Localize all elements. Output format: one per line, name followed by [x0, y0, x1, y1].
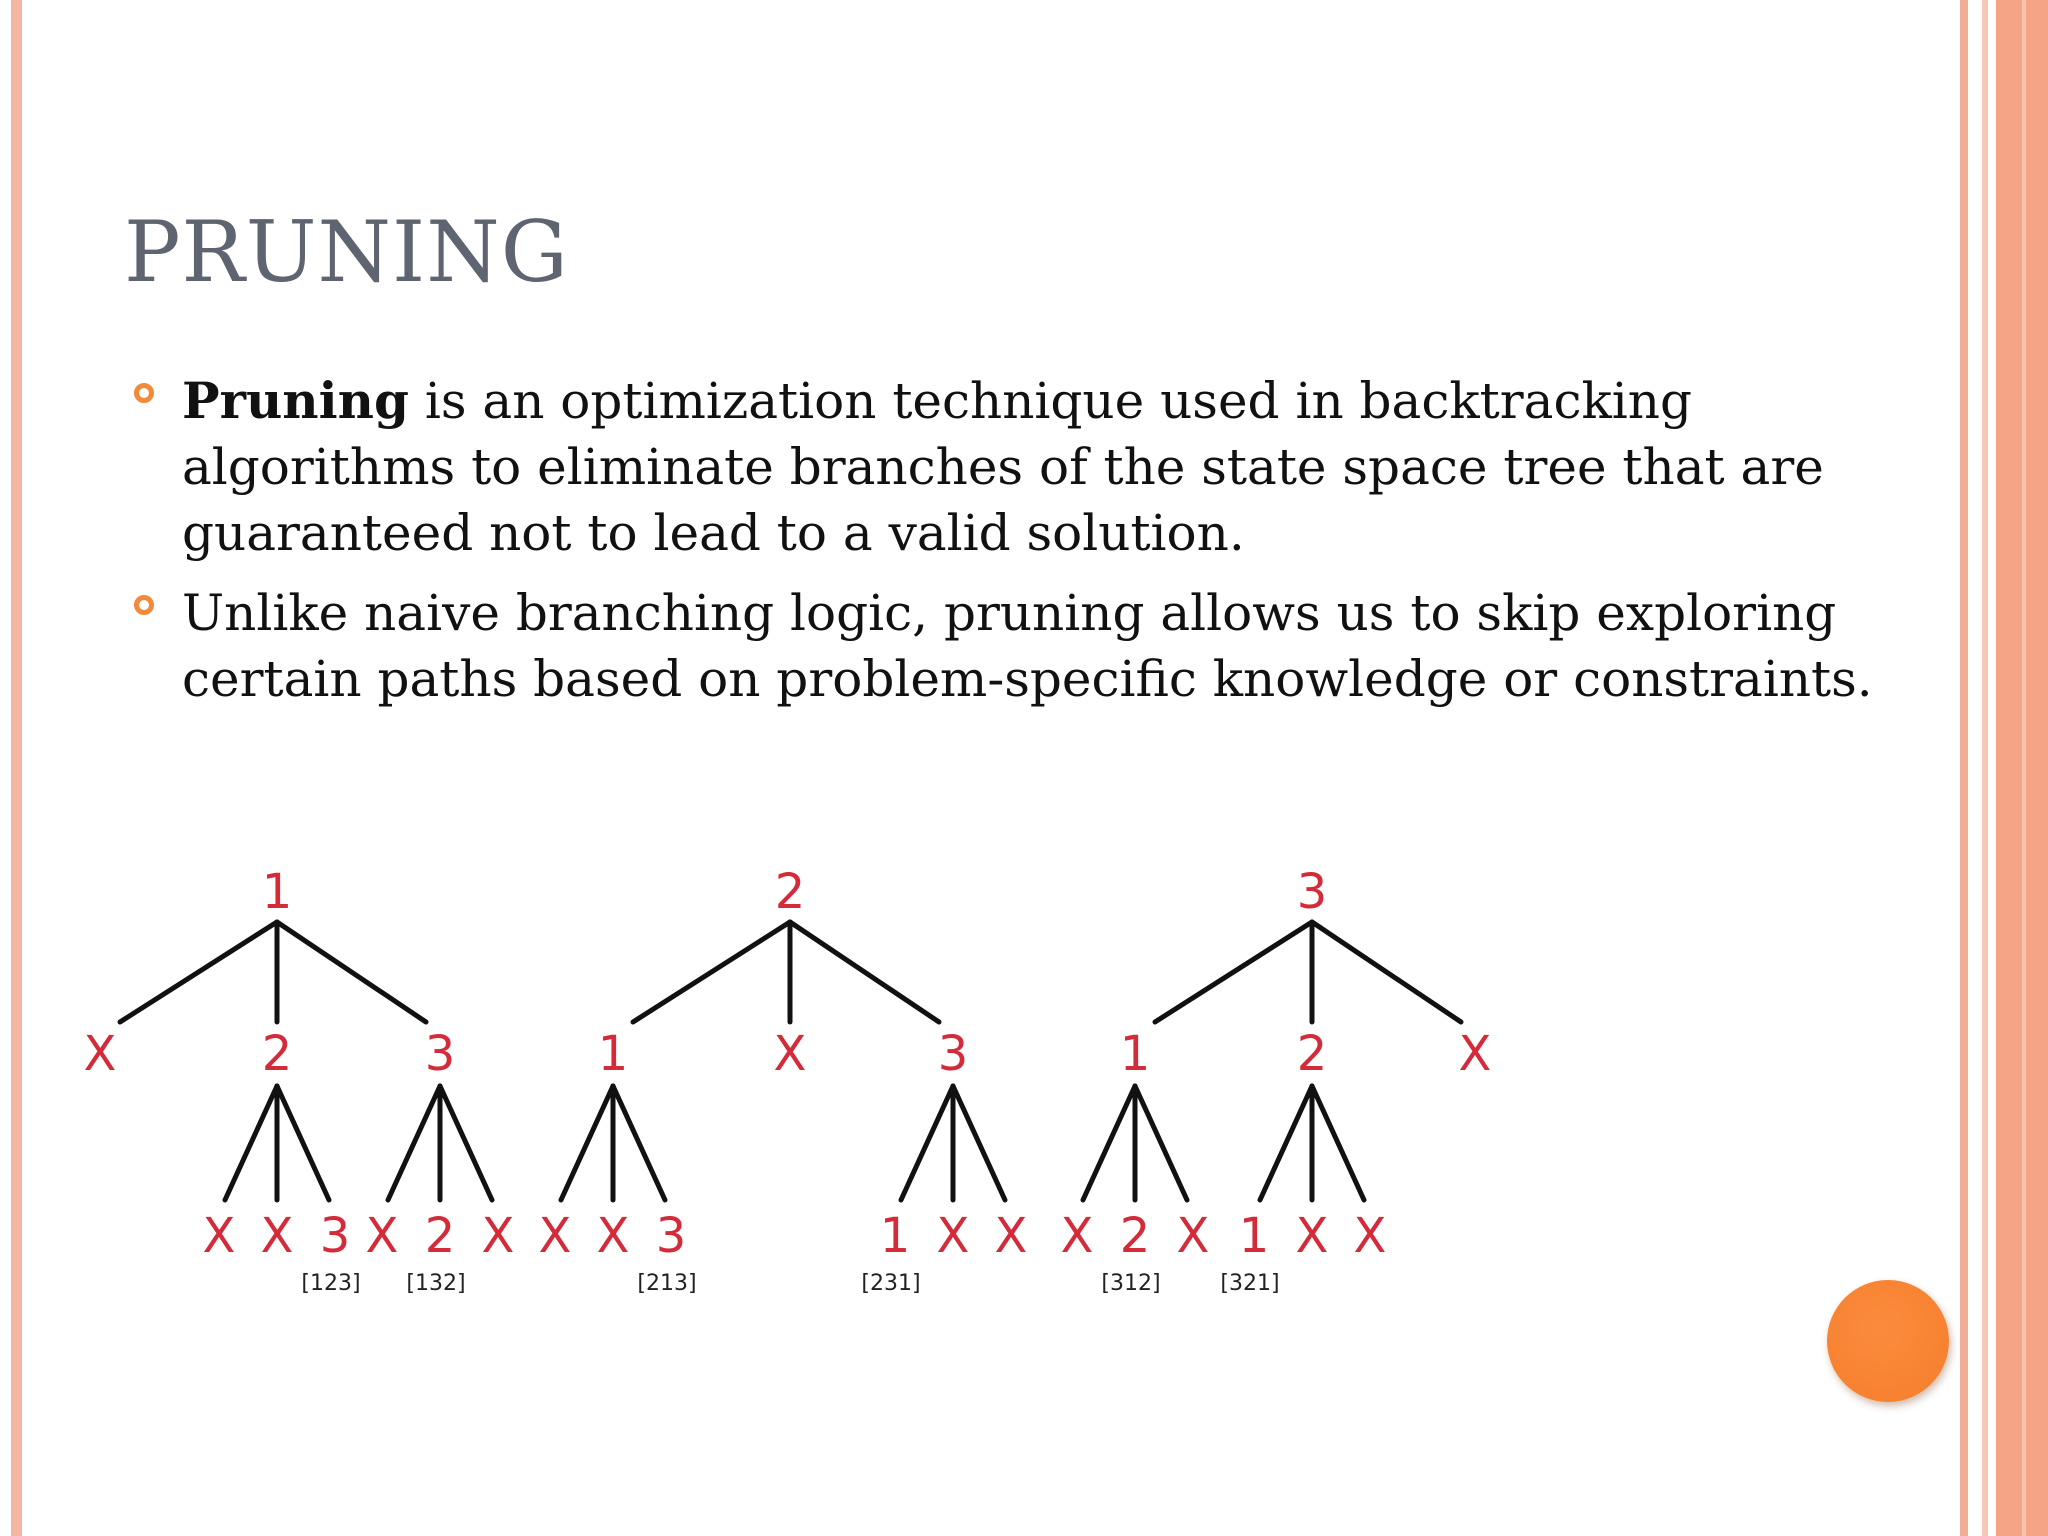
tree-edge [901, 1086, 953, 1200]
pruned-node: X [83, 1026, 117, 1082]
tree-edge [790, 922, 939, 1022]
bullet-circle-icon [134, 383, 154, 403]
slide-title: PRUNING [124, 203, 569, 301]
permutation-label: [213] [637, 1271, 697, 1296]
tree-edge [1312, 922, 1461, 1022]
tree-edge [1155, 922, 1312, 1022]
solution-leaf-node: 2 [424, 1208, 456, 1264]
tree-child-node: 1 [597, 1026, 629, 1082]
pruned-leaf-node: X [1353, 1208, 1387, 1264]
tree-child-node: 2 [1296, 1026, 1328, 1082]
state-space-tree-svg [0, 840, 1560, 1320]
tree-edge [120, 922, 277, 1022]
tree-edge [1312, 1086, 1364, 1200]
solution-leaf-node: 1 [1238, 1208, 1270, 1264]
pruned-leaf-node: X [936, 1208, 970, 1264]
pruned-leaf-node: X [994, 1208, 1028, 1264]
right-decorative-border [1958, 0, 2048, 1536]
bullet-text [182, 580, 1934, 712]
tree-edge [1083, 1086, 1135, 1200]
tree-edge [561, 1086, 613, 1200]
tree-root-node: 2 [774, 864, 806, 920]
tree-edge [388, 1086, 440, 1200]
bullet-circle-icon [134, 595, 154, 615]
solution-leaf-node: 3 [319, 1208, 351, 1264]
pruned-leaf-node: X [1295, 1208, 1329, 1264]
pruned-leaf-node: X [481, 1208, 515, 1264]
bullet-body: is an optimization technique used in backtracking algorithms to eliminate branches of the state space tree that are guaranteed not to lead to a valid solution. [182, 372, 1824, 562]
pruned-leaf-node: X [202, 1208, 236, 1264]
pruned-leaf-node: X [538, 1208, 572, 1264]
permutation-label: [321] [1220, 1271, 1280, 1296]
solution-leaf-node: 3 [655, 1208, 687, 1264]
tree-edge [277, 922, 426, 1022]
solution-leaf-node: 1 [879, 1208, 911, 1264]
tree-root-node: 3 [1296, 864, 1328, 920]
tree-child-node: 2 [261, 1026, 293, 1082]
bullet-bold-term: Pruning [182, 371, 409, 430]
pruned-leaf-node: X [260, 1208, 294, 1264]
pruned-leaf-node: X [1060, 1208, 1094, 1264]
bullet-list [134, 368, 1934, 726]
bullet-item [134, 580, 1934, 712]
permutation-label: [312] [1101, 1271, 1161, 1296]
permutation-label: [123] [301, 1271, 361, 1296]
pruned-leaf-node: X [1176, 1208, 1210, 1264]
tree-edge [613, 1086, 665, 1200]
bullet-item [134, 368, 1934, 566]
bullet-text [182, 368, 1934, 566]
pruned-leaf-node: X [596, 1208, 630, 1264]
tree-child-node: 3 [937, 1026, 969, 1082]
tree-child-node: 3 [424, 1026, 456, 1082]
tree-edge [277, 1086, 329, 1200]
tree-edge [1260, 1086, 1312, 1200]
state-space-tree-diagram [0, 840, 1560, 1320]
tree-edge [1135, 1086, 1187, 1200]
tree-edge [953, 1086, 1005, 1200]
permutation-label: [231] [861, 1271, 921, 1296]
pruned-leaf-node: X [365, 1208, 399, 1264]
permutation-label: [132] [406, 1271, 466, 1296]
tree-edge [440, 1086, 492, 1200]
orange-accent-circle [1827, 1280, 1949, 1402]
tree-edge [225, 1086, 277, 1200]
tree-edge [633, 922, 790, 1022]
tree-root-node: 1 [261, 864, 293, 920]
pruned-node: X [1458, 1026, 1492, 1082]
solution-leaf-node: 2 [1119, 1208, 1151, 1264]
pruned-node: X [773, 1026, 807, 1082]
tree-child-node: 1 [1119, 1026, 1151, 1082]
bullet-body: Unlike naive branching logic, pruning allows us to skip exploring certain paths based on problem-specific knowledge or constraints. [182, 584, 1873, 708]
